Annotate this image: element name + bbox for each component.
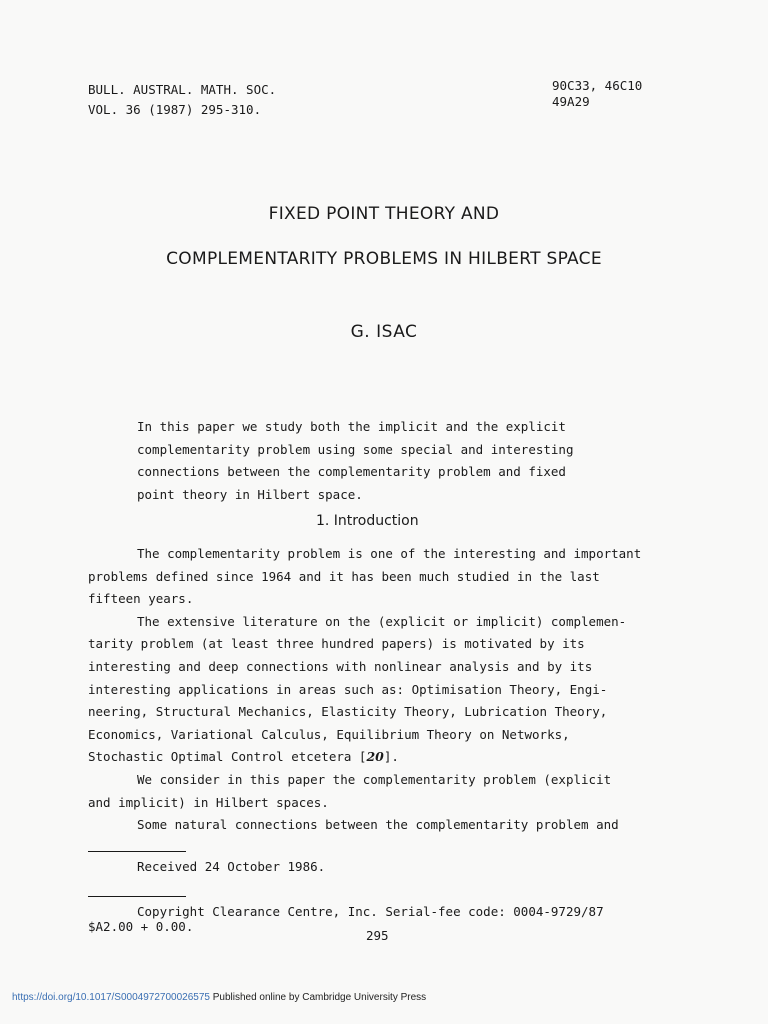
body-line: The complementarity problem is one of the interesting and important [137,546,642,561]
title-line-2: COMPLEMENTARITY PROBLEMS IN HILBERT SPACE [166,249,602,269]
abstract-line: connections between the complementarity problem and fixed [137,464,566,480]
citation-close: ]. [383,749,399,765]
serial-fee: $A2.00 + 0.00. [88,919,194,934]
title-line-1: FIXED POINT THEORY AND [268,204,500,224]
publication-footer [12,992,426,1003]
body-line: We consider in this paper the complementarity problem (explicit [137,771,612,787]
abstract-line: point theory in Hilbert space. [137,486,363,502]
journal-volume: VOL. 36 (1987) 295-310. [88,102,262,117]
body-line: tarity problem (at least three hundred papers) is motivated by its [88,636,585,652]
classification-codes [552,78,642,110]
journal-header [88,80,276,120]
abstract-line: complementarity problem using some special and interesting [137,441,574,457]
body-line-with-citation [88,746,641,769]
classification-code-2: 49A29 [552,94,590,109]
abstract [137,416,574,506]
body-line: and implicit) in Hilbert spaces. [88,794,329,810]
body-line: neering, Structural Mechanics, Elasticity Theory, Lubrication Theory, [88,704,608,720]
body-line: interesting and deep connections with nonlinear analysis and by its [88,658,593,674]
published-online-text: Published online by Cambridge University Press [209,992,427,1003]
footnote-divider [88,896,186,897]
classification-code-1: 90C33, 46C10 [552,78,643,93]
section-heading: 1. Introduction [316,513,419,529]
footnote-divider [88,851,186,852]
body-line-text: Stochastic Optimal Control etcetera [ [88,749,367,765]
body-line: interesting applications in areas such as: Optimisation Theory, Engi- [88,681,608,697]
received-date: Received 24 October 1986. [137,859,326,874]
doi-link[interactable]: https://doi.org/10.1017/S0004972700026575 [12,992,210,1003]
copyright-notice: Copyright Clearance Centre, Inc. Serial-fee code: 0004-9729/87 [137,904,604,919]
body-text [88,543,641,837]
author-name: G. ISAC [350,322,418,342]
journal-name: BULL. AUSTRAL. MATH. SOC. [88,82,277,97]
body-line: fifteen years. [88,591,194,607]
body-line: Some natural connections between the complementarity problem and [137,817,619,833]
citation-reference[interactable]: 20 [366,749,384,765]
abstract-line: In this paper we study both the implicit and the explicit [137,419,566,434]
body-line: The extensive literature on the (explicit or implicit) complemen- [137,613,627,629]
body-line: problems defined since 1964 and it has been much studied in the last [88,568,600,584]
body-line: Economics, Variational Calculus, Equilibrium Theory on Networks, [88,726,570,742]
page-number: 295 [366,928,389,943]
